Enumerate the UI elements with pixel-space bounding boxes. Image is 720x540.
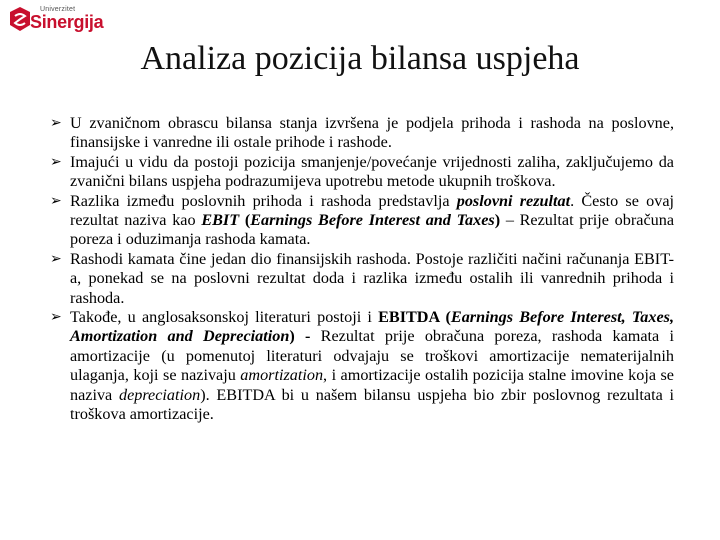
text-segment: – Rezultat prije obračuna poreza i oduzimanja rashoda kamata. xyxy=(70,211,674,249)
text-segment: . Često se ovaj rezultat naziva kao xyxy=(70,191,675,230)
text-segment: ) xyxy=(289,327,295,346)
bullet-text xyxy=(70,114,674,153)
bullet-text xyxy=(70,308,674,424)
arrow-bullet-icon: ➢ xyxy=(50,115,62,131)
text-segment: ( xyxy=(439,308,451,327)
text-segment: Earnings Before Interest, Taxes, Amortization and Depreciation xyxy=(70,308,674,346)
text-segment: ). EBITDA bi u našem bilansu uspjeha bio zbir poslovnog rezultata i troškova amortizacije. xyxy=(70,385,674,424)
bullet-text xyxy=(70,192,674,250)
text-segment: EBIT xyxy=(201,211,240,230)
sinergija-emblem-icon xyxy=(8,6,32,32)
bullet-item xyxy=(50,153,674,192)
text-segment: EBITDA xyxy=(378,308,440,327)
arrow-bullet-icon: ➢ xyxy=(50,153,62,170)
text-segment: ) xyxy=(494,211,501,230)
bullet-item xyxy=(50,308,674,424)
logo-small-text: Univerzitet xyxy=(40,6,76,13)
text-segment: depreciation xyxy=(118,385,201,404)
text-segment: poslovni rezultat xyxy=(456,191,571,210)
text-segment: Rashodi kamata čine jedan dio finansijskih rashoda. Postoje različiti načini računanja EBIT-a, ponekad se na poslovni rezultat doda i razlika između ostalih ili vanrednih prihoda i rashoda. xyxy=(70,249,674,307)
bullet-item xyxy=(50,114,674,153)
arrow-bullet-icon: ➢ xyxy=(50,250,62,267)
text-segment: Takođe, u anglosaksonskoj literaturi postoji i xyxy=(70,308,379,327)
bullet-text xyxy=(70,250,674,308)
text-segment: Imajući u vidu da postoji pozicija smanjenje/povećanje vrijednosti zaliha, zaključujemo da zvanični bilans uspjeha podrazumijeva upotrebu metode ukupnih troškova. xyxy=(70,152,674,191)
bullet-list xyxy=(50,114,674,425)
text-segment: Razlika između poslovnih prihoda i rashoda predstavlja xyxy=(70,191,457,210)
text-segment: - xyxy=(294,327,321,346)
university-logo xyxy=(8,6,118,36)
logo-brand-text: Sinergija xyxy=(30,12,104,32)
arrow-bullet-icon: ➢ xyxy=(50,309,62,326)
text-segment: Earnings Before Interest and Taxes xyxy=(250,211,495,230)
bullet-item xyxy=(50,192,674,250)
bullet-text xyxy=(70,153,674,192)
text-segment: , i amortizacije ostalih pozicija stalne imovine koja se naziva xyxy=(70,366,674,404)
page-title: Analiza pozicija bilansa uspjeha xyxy=(140,40,580,77)
arrow-bullet-icon: ➢ xyxy=(50,192,62,209)
text-segment: ( xyxy=(239,211,251,230)
bullet-item xyxy=(50,250,674,308)
text-segment: Rezultat prije obračuna poreza, rashoda kamata i amortizacije (u pomenutoj literaturi odvajaju se troškovi amortizacije nematerijalnih ulaganja, koji se nazivaju xyxy=(70,327,674,385)
text-segment: amortization xyxy=(240,366,324,385)
text-segment: U zvaničnom obrascu bilansa stanja izvršena je podjela prihoda i rashoda na poslovne, finansijske i vanredne ili ostale prihode i rashode. xyxy=(70,114,674,152)
